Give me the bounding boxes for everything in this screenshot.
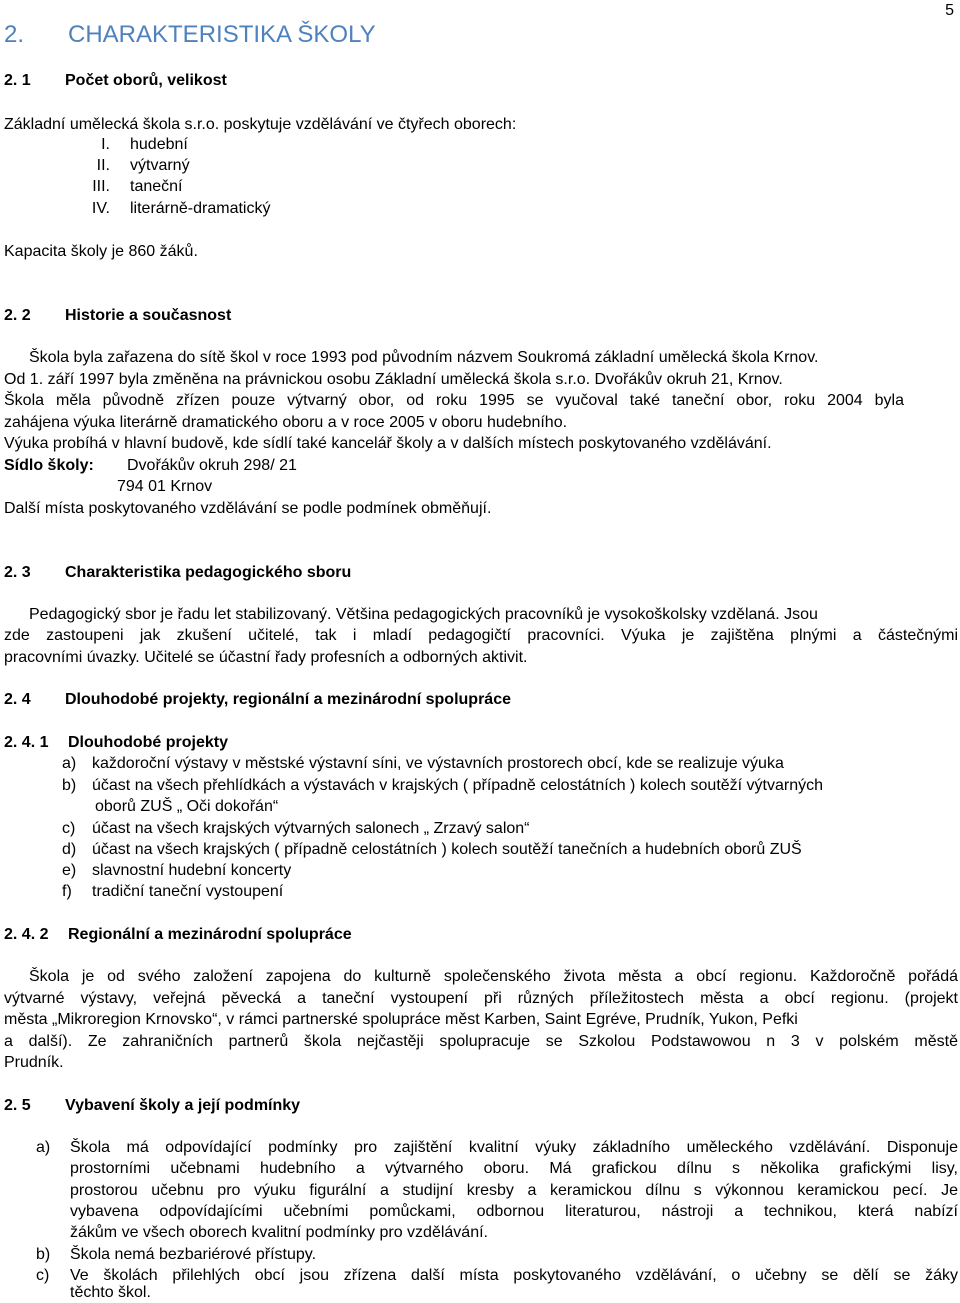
section-2-4-heading: [4, 689, 511, 710]
section-title: Regionální a mezinárodní spolupráce: [68, 926, 352, 943]
project-item: [62, 775, 823, 796]
item-text: účast na všech přehlídkách a výstavách v krajských ( případně celostátních ) kolech soutěží výtvarných: [92, 777, 824, 794]
item-letter: d): [62, 841, 77, 858]
section-title: Počet oborů, velikost: [65, 72, 227, 89]
section-number: 2. 1: [4, 72, 31, 89]
item-letter: b): [62, 777, 77, 794]
item-letter: c): [62, 820, 76, 837]
equipment-line: prostorou učebnu pro výuku figurální a studijní kresby a keramickou dílnu s výkonnou keramickou pecí. Je: [70, 1182, 958, 1199]
section-2-2-heading: [4, 305, 231, 326]
equipment-line: prostorními učebnami hudebního a výtvarného oboru. Má grafickou dílnu s několika grafickými lisy,: [70, 1160, 958, 1177]
cooperation-line: Škola je od svého založení zapojena do kulturně společenského života města a obcí regionu. Každoročně pořádá: [29, 968, 958, 985]
section-title: Vybavení školy a její podmínky: [65, 1097, 301, 1114]
history-line: Škola byla zařazena do sítě škol v roce 1993 pod původním názvem Soukromá základní umělecká škola Krnov.: [29, 349, 819, 366]
item-letter: e): [62, 862, 77, 879]
field-item: [70, 134, 188, 155]
field-item: [70, 198, 270, 219]
cooperation-line: města „Mikroregion Krnovsko“, v rámci partnerské spolupráce měst Karben, Saint Egréve, Prudník, Yukon, Pefki: [4, 1011, 798, 1028]
item-text: každoroční výstavy v městské výstavní síni, ve výstavních prostorech obcí, kde se realizuje výuka: [92, 755, 784, 772]
project-item: [62, 839, 802, 860]
field-item: [70, 176, 182, 197]
item-text: slavnostní hudební koncerty: [92, 862, 292, 879]
section-number: 2. 4. 1: [4, 734, 49, 751]
chapter-heading: [4, 21, 376, 49]
other-places-text: Další místa poskytovaného vzdělávání se podle podmínek obměňují.: [4, 500, 492, 517]
section-2-5-heading: [4, 1095, 300, 1116]
history-line: Výuka probíhá v hlavní budově, kde sídlí také kancelář školy a v dalších místech poskytovaného vzdělávání.: [4, 435, 772, 452]
section-number: 2. 3: [4, 564, 31, 581]
history-line: Škola měla původně zřízen pouze výtvarný obor, od roku 1995 se vyučoval také taneční obor, roku 2004 byla: [4, 392, 904, 409]
equipment-line: žákům ve všech oborech kvalitní podmínky pro vzdělávání.: [70, 1224, 488, 1241]
section-number: 2. 4: [4, 691, 31, 708]
roman-numeral: I.: [101, 136, 110, 153]
section-title: Dlouhodobé projekty, regionální a mezinárodní spolupráce: [65, 691, 511, 708]
section-title: Historie a současnost: [65, 307, 232, 324]
cooperation-line: výtvarné výstavy, veřejná pěvecká a taneční vystoupení při různých příležitostech města a obcí regionu. (projekt: [4, 990, 958, 1007]
equipment-line: těchto škol.: [70, 1284, 151, 1301]
staff-line: pracovními úvazky. Učitelé se účastní řady profesních a odborných aktivit.: [4, 649, 528, 666]
section-2-4-1-heading: [4, 732, 228, 753]
seat-address-line: 794 01 Krnov: [117, 478, 213, 495]
staff-line: zde zastoupeni jak zkušení učitelé, tak i mladí pedagogičtí pracovníci. Výuka je zajištěna plnými a částečnými: [4, 627, 958, 644]
section-number: 2. 5: [4, 1097, 31, 1114]
equipment-item-letter: c): [36, 1267, 50, 1284]
section-title: Dlouhodobé projekty: [68, 734, 228, 751]
field-name: hudební: [130, 136, 188, 153]
field-name: výtvarný: [130, 157, 190, 174]
project-item: [62, 818, 530, 839]
section-number: 2. 4. 2: [4, 926, 49, 943]
item-text: účast na všech krajských ( případně celostátních ) kolech soutěží tanečních a hudebních oborů ZUŠ: [92, 841, 802, 858]
history-line: Od 1. září 1997 byla změněna na právnickou osobu Základní umělecká škola s.r.o. Dvořákův okruh 21, Krnov.: [4, 371, 783, 388]
equipment-line: Škola nemá bezbariérové přístupy.: [70, 1246, 317, 1263]
fields-intro: Základní umělecká škola s.r.o. poskytuje vzdělávání ve čtyřech oborech:: [4, 116, 517, 133]
history-line: zahájena výuka literárně dramatického oboru a v roce 2005 v oboru hudebního.: [4, 414, 568, 431]
item-text: účast na všech krajských výtvarných salonech „ Zrzavý salon“: [92, 820, 530, 837]
cooperation-line: Prudník.: [4, 1054, 64, 1071]
equipment-item-letter: a): [36, 1139, 51, 1156]
section-2-4-2-heading: [4, 924, 352, 945]
equipment-line: Škola má odpovídající podmínky pro zajištění kvalitní výuky základního uměleckého vzdělávání. Disponuje: [70, 1139, 958, 1156]
item-letter: a): [62, 755, 77, 772]
capacity-text: Kapacita školy je 860 žáků.: [4, 243, 198, 260]
equipment-line: Ve školách přilehlých obcí jsou zřízena další místa poskytovaného vzdělávání, o učebny se dělí se žáky: [70, 1267, 958, 1284]
chapter-title: CHARAKTERISTIKA ŠKOLY: [68, 21, 376, 48]
field-item: [70, 155, 190, 176]
cooperation-line: a další). Ze zahraničních partnerů škola nejčastěji spolupracuje se Szkolou Podstawowou n 3 v polském městě: [4, 1033, 958, 1050]
section-2-3-heading: [4, 562, 351, 583]
field-name: literárně-dramatický: [130, 200, 271, 217]
seat-address-line: Dvořákův okruh 298/ 21: [127, 457, 297, 474]
roman-numeral: IV.: [91, 200, 110, 217]
equipment-item-letter: b): [36, 1246, 51, 1263]
seat-label: Sídlo školy:: [4, 457, 94, 474]
project-item: [62, 860, 291, 881]
item-continuation: oborů ZUŠ „ Oči dokořán“: [95, 798, 279, 815]
project-item: [62, 753, 784, 774]
project-item: [62, 881, 283, 902]
equipment-line: vybavena odpovídajícími učebními pomůckami, odbornou literaturou, nástroji a technikou, která nabízí: [70, 1203, 958, 1220]
item-text: tradiční taneční vystoupení: [92, 883, 284, 900]
chapter-number: 2.: [4, 21, 25, 48]
field-name: taneční: [130, 178, 183, 195]
section-2-1-heading: [4, 70, 227, 91]
roman-numeral: II.: [96, 157, 110, 174]
roman-numeral: III.: [92, 178, 110, 195]
page-number: 5: [945, 2, 954, 19]
section-number: 2. 2: [4, 307, 31, 324]
section-title: Charakteristika pedagogického sboru: [65, 564, 352, 581]
staff-line: Pedagogický sbor je řadu let stabilizovaný. Většina pedagogických pracovníků je vysokoškolsky vzdělaná. Jsou: [29, 606, 818, 623]
item-letter: f): [62, 883, 72, 900]
